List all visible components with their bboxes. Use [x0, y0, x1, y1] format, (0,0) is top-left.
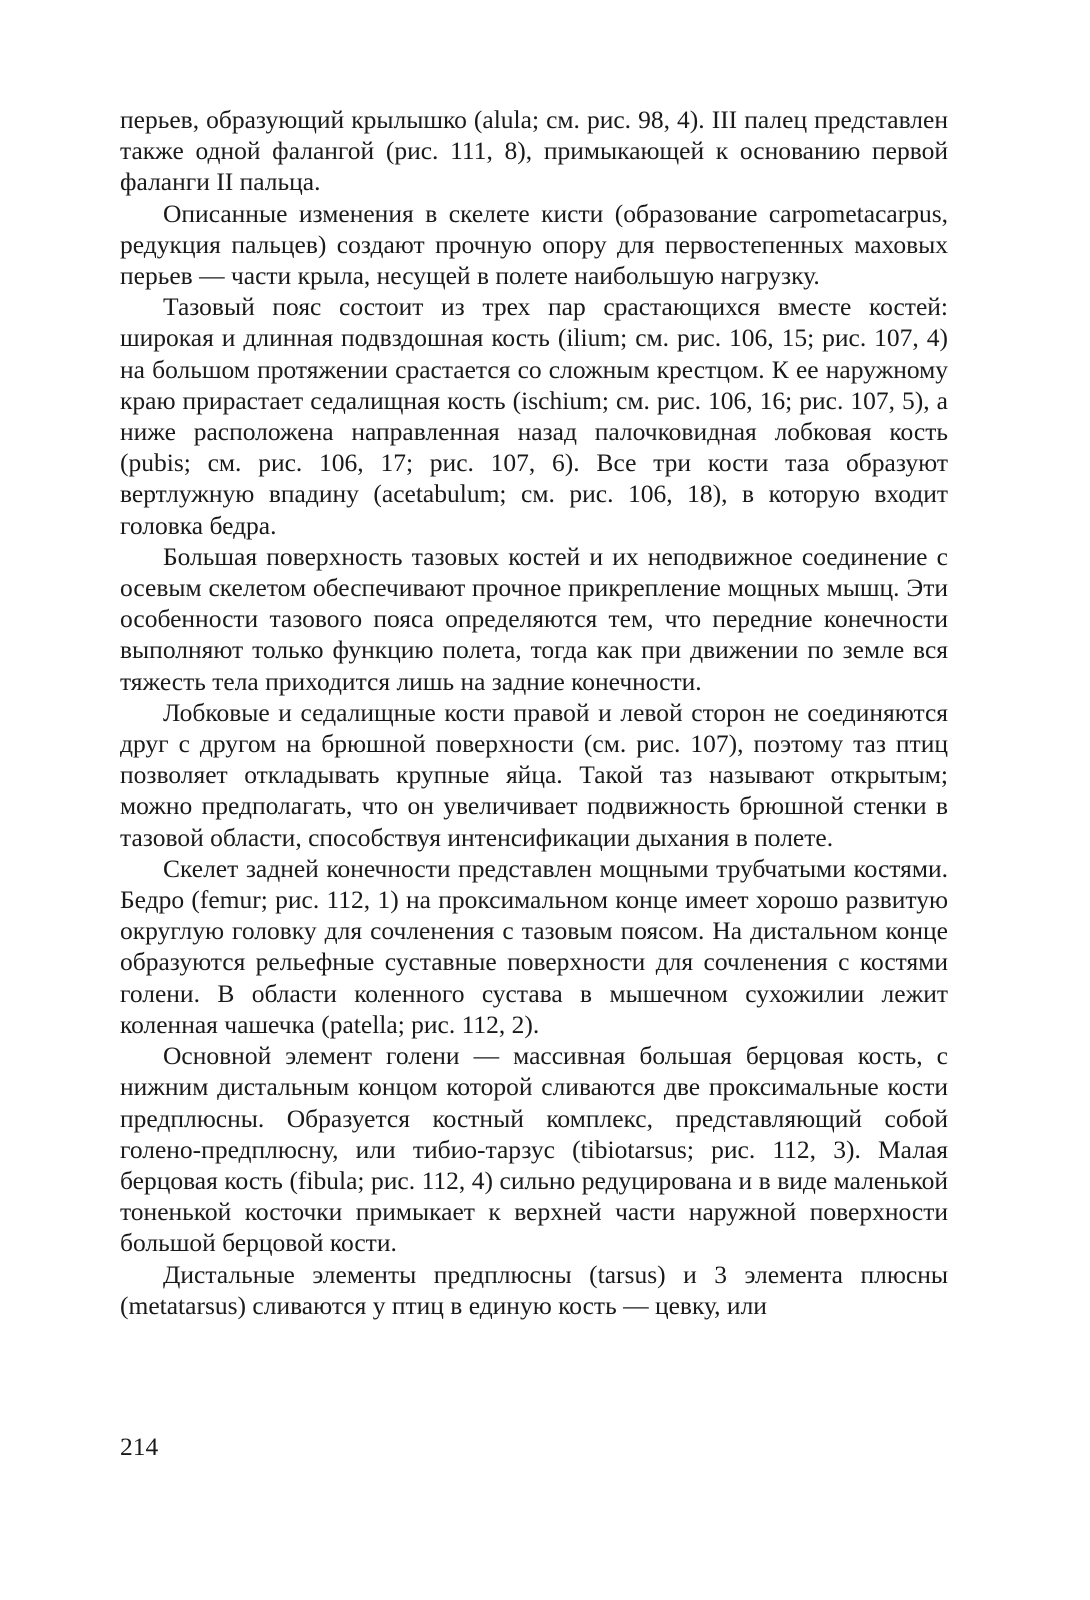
- paragraph-continuation: перьев, образующий крылышко (alula; см. рис. 98, 4). III палец представлен также одной фалангой (рис. 111, 8), примыкающей к основанию первой фаланги II пальца.: [120, 105, 948, 197]
- paragraph-tibiotarsus: Основной элемент голени — массивная большая берцовая кость, с нижним дистальным концом которой сливаются две проксимальные кости предплюсны. Образуется костный комплекс, представляющий собой голено-предплюсну, или тибио-тарзус (tibiotarsus; рис. 112, 3). Малая берцовая кость (fibula; рис. 112, 4) сильно редуцирована и в виде маленькой тоненькой косточки примыкает к верхней части наружной поверхности большой берцовой кости.: [120, 1041, 948, 1258]
- paragraph-carpometacarpus: Описанные изменения в скелете кисти (образование carpometacarpus, редукция пальцев) создают прочную опору для первостепенных маховых перьев — части крыла, несущей в полете наибольшую нагрузку.: [120, 198, 948, 291]
- paragraph-pelvic-girdle: Тазовый пояс состоит из трех пар срастающихся вместе костей: широкая и длинная подвздошная кость (ilium; см. рис. 106, 15; рис. 107, 4) на большом протяжении срастается со сложным крестцом. К ее наружному краю прирастает седалищная кость (ischium; см. рис. 106, 16; рис. 107, 5), а ниже расположена направленная назад палочковидная лобковая кость (pubis; см. рис. 106, 17; рис. 107, 6). Все три кости таза образуют вертлужную впадину (acetabulum; см. рис. 106, 18), в которую входит головка бедра.: [120, 292, 948, 540]
- body-text: [120, 104, 948, 1321]
- page-number: 214: [120, 1432, 159, 1461]
- paragraph-tarsometatarsus: Дистальные элементы предплюсны (tarsus) и 3 элемента плюсны (metatarsus) сливаются у птиц в единую кость — цевку, или: [120, 1259, 948, 1320]
- paragraph-pelvic-surface: Большая поверхность тазовых костей и их неподвижное соединение с осевым скелетом обеспечивают прочное прикрепление мощных мышц. Эти особенности тазового пояса определяются тем, что передние конечности выполняют только функцию полета, тогда как при движении по земле вся тяжесть тела приходится лишь на задние конечности.: [120, 541, 948, 696]
- paragraph-open-pelvis: Лобковые и седалищные кости правой и левой сторон не соединяются друг с другом на брюшной поверхности (см. рис. 107), поэтому таз птиц позволяет откладывать крупные яйца. Такой таз называют открытым; можно предполагать, что он увеличивает подвижность брюшной стенки в тазовой области, способствуя интенсификации дыхания в полете.: [120, 697, 948, 852]
- paragraph-hindlimb-skeleton: Скелет задней конечности представлен мощными трубчатыми костями. Бедро (femur; рис. 112, 1) на проксимальном конце имеет хорошо развитую округлую головку для сочленения с тазовым поясом. На дистальном конце образуются рельефные суставные поверхности для сочленения с костями голени. В области коленного сустава в мышечном сухожилии лежит коленная чашечка (patella; рис. 112, 2).: [120, 853, 948, 1039]
